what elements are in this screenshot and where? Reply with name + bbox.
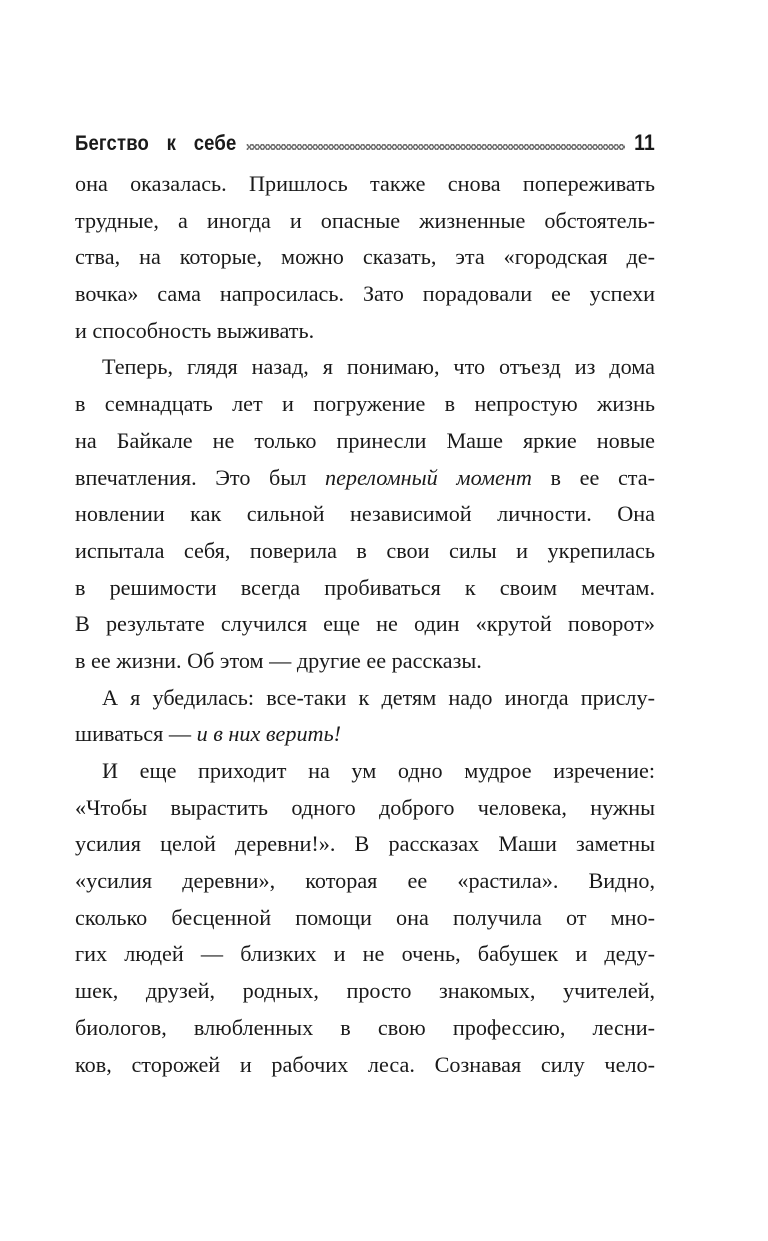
text-line: и способность выживать. bbox=[75, 317, 315, 343]
page-number: 11 bbox=[634, 130, 655, 155]
running-head bbox=[75, 124, 655, 156]
text-line: ков, сторожей и рабочих леса. Сознавая силу чело- bbox=[75, 1051, 655, 1077]
text-line: «Чтобы вырастить одного доброго человека, нужны bbox=[75, 794, 655, 820]
emphasis-text: и в них верить! bbox=[196, 721, 342, 747]
running-head-title: Бегство к себе bbox=[75, 132, 237, 155]
text-line: «усилия деревни», которая ее «растила». Видно, bbox=[75, 868, 655, 894]
text-line: она оказалась. Пришлось также снова попереживать bbox=[75, 171, 655, 196]
text-line: шек, друзей, родных, просто знакомых, учителей, bbox=[75, 978, 655, 1004]
dotted-leader bbox=[247, 143, 625, 151]
text-line: в ее жизни. Об этом — другие ее рассказы. bbox=[75, 647, 482, 673]
text-line: ства, на которые, можно сказать, эта «городская де- bbox=[75, 244, 655, 270]
text-line: испытала себя, поверила в свои силы и укрепилась bbox=[75, 537, 655, 563]
body-text bbox=[75, 166, 655, 1083]
text-line: в семнадцать лет и погружение в непростую жизнь bbox=[75, 391, 655, 417]
text-line: В результате случился еще не один «крутой поворот» bbox=[75, 611, 655, 637]
book-page bbox=[75, 124, 655, 1083]
text-line: новлении как сильной независимой личности. Она bbox=[75, 501, 655, 527]
text-line: вочка» сама напросилась. Зато порадовали ее успехи bbox=[75, 281, 655, 307]
text-line: трудные, а иногда и опасные жизненные обстоятель- bbox=[75, 207, 655, 233]
text-line: гих людей — близких и не очень, бабушек и деду- bbox=[75, 941, 655, 967]
text-line: биологов, влюбленных в свою профессию, лесни- bbox=[75, 1014, 655, 1040]
paragraph-start-line: И еще приходит на ум одно мудрое изречение: bbox=[102, 758, 655, 783]
paragraph-start-line: А я убедилась: все-таки к детям надо иногда прислу- bbox=[102, 684, 655, 710]
text-line-with-emphasis bbox=[75, 716, 655, 753]
text-segment: впечатления. Это был bbox=[75, 464, 325, 490]
text-line: в решимости всегда пробиваться к своим мечтам. bbox=[75, 574, 655, 600]
paragraph-start-line: Теперь, глядя назад, я понимаю, что отъезд из дома bbox=[102, 354, 655, 380]
text-segment: шиваться — bbox=[75, 721, 197, 747]
text-segment: в ее ста- bbox=[531, 464, 656, 490]
text-line: на Байкале не только принесли Маше яркие новые bbox=[75, 427, 655, 453]
text-line-with-emphasis bbox=[75, 460, 655, 497]
emphasis-text: переломный момент bbox=[324, 464, 532, 490]
text-line: усилия целой деревни!». В рассказах Маши заметны bbox=[75, 831, 655, 857]
text-line: сколько бесценной помощи она получила от мно- bbox=[75, 904, 655, 930]
